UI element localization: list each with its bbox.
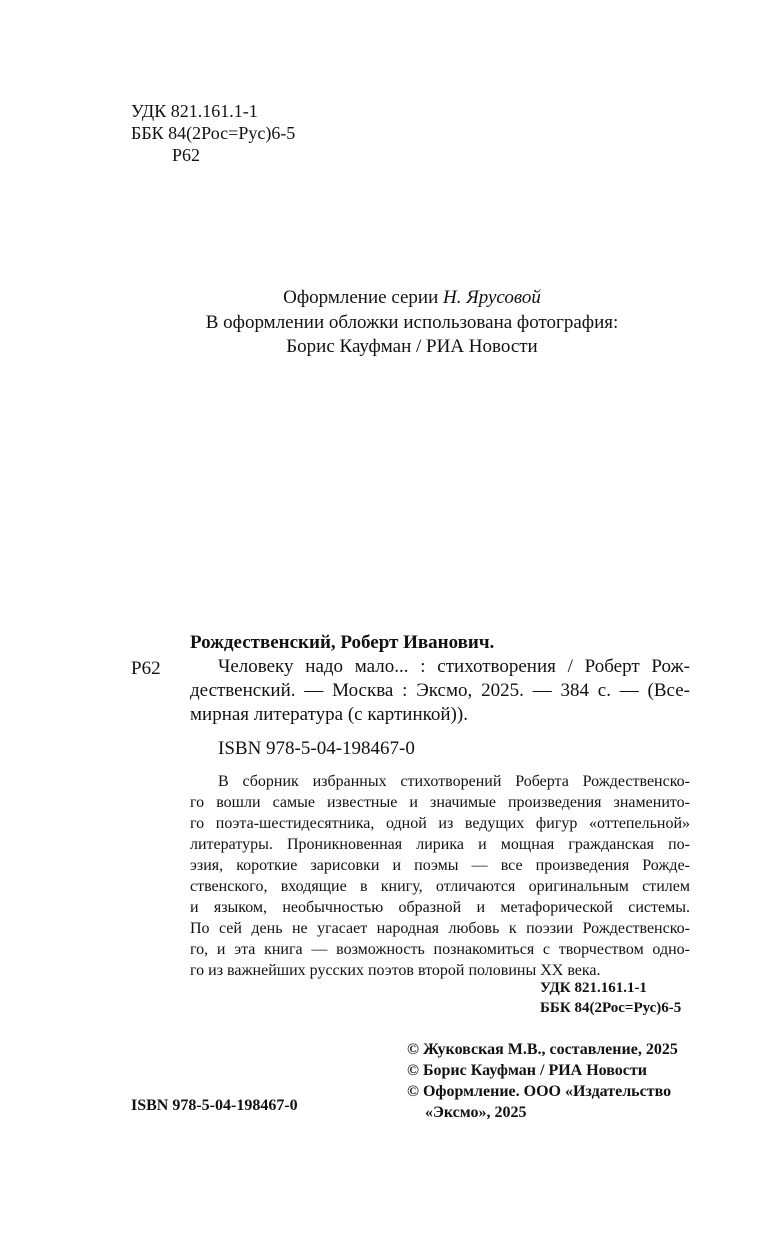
annotation-line: го из важнейших русских поэтов второй половины XX века. [190, 962, 601, 979]
photo-credit: Борис Кауфман / РИА Новости [286, 336, 538, 357]
bib-line: мирная литература (с картинкой)). [190, 704, 468, 725]
annotation-line: го вошли самые известные и значимые произведения знаменито- [190, 794, 690, 811]
catalog-author-heading: Рождественский, Роберт Иванович. [190, 632, 495, 653]
annotation [190, 772, 690, 982]
udk-code: УДК 821.161.1-1 [131, 101, 258, 121]
annotation-line: литературы. Проникновенная лирика и мощная гражданская по- [190, 836, 690, 853]
annotation-line: эзия, короткие зарисовки и поэмы — все произведения Рожде- [190, 857, 690, 874]
annotation-line: го поэта-шестидесятника, одной из ведущих фигур «оттепельной» [190, 815, 690, 832]
bottom-bbk-code: ББК 84(2Рос=Рус)6-5 [540, 1000, 682, 1016]
isbn-bottom: ISBN 978-5-04-198467-0 [131, 1097, 298, 1114]
annotation-line: В сборник избранных стихотворений Роберта Рождественско- [218, 773, 690, 790]
copyright-line: «Эксмо», 2025 [425, 1104, 527, 1121]
copyright-line: © Оформление. ООО «Издательство [407, 1083, 672, 1100]
bottom-udk-code: УДК 821.161.1-1 [540, 980, 647, 996]
catalog-isbn: ISBN 978-5-04-198467-0 [218, 738, 415, 759]
bib-line: дественский. — Москва : Эксмо, 2025. — 384 с. — (Все- [190, 680, 690, 701]
bbk-code: ББК 84(2Рос=Рус)6-5 [131, 123, 296, 143]
copyright-line: © Борис Кауфман / РИА Новости [407, 1062, 647, 1079]
copyright-line: © Жуковская М.В., составление, 2025 [407, 1041, 678, 1058]
bibliographic-description [190, 656, 690, 728]
annotation-line: го, и эта книга — возможность познакомиться с творчеством одно- [190, 941, 690, 958]
cover-photo-note: В оформлении обложки использована фотография: [205, 312, 619, 333]
annotation-line: ственского, входящие в книгу, отличаются оригинальным стилем [190, 878, 690, 895]
annotation-line: и языком, необычностью образной и метафорической системы. [190, 899, 690, 916]
annotation-line: По сей день не угасает народная любовь к поэзии Рождественско- [190, 920, 690, 937]
catalog-author-mark: Р62 [131, 658, 161, 679]
series-designer-name: Н. Ярусовой [443, 287, 541, 308]
bib-line: Человеку надо мало... : стихотворения / Роберт Рож- [218, 656, 690, 677]
author-mark: Р62 [172, 145, 201, 165]
series-design-label: Оформление серии [283, 287, 439, 308]
series-design-credit [0, 287, 768, 309]
